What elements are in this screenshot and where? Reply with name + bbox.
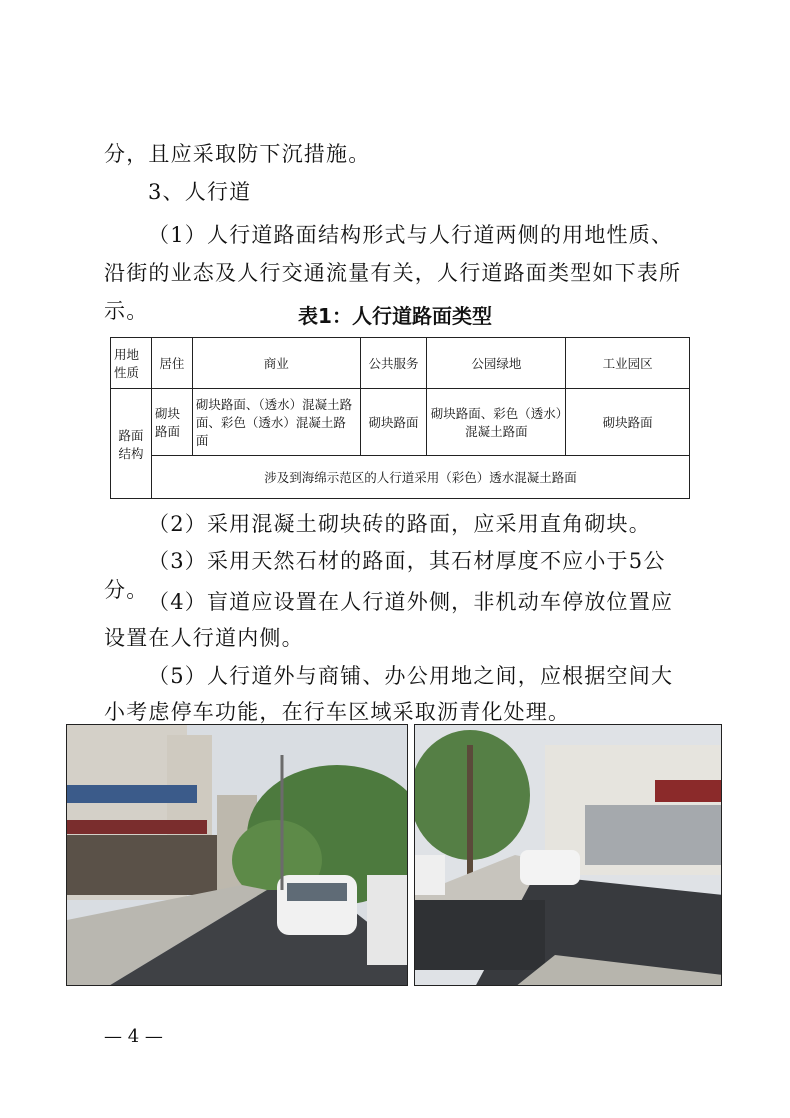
cell-industrial: 砌块路面 xyxy=(566,389,690,456)
cell-commercial: 砌块路面、（透水）混凝土路面、彩色（透水）混凝土路面 xyxy=(192,389,360,456)
pavement-type-table xyxy=(110,337,690,499)
col-header-residential: 居住 xyxy=(151,338,192,389)
street-photo-right xyxy=(414,724,722,986)
cell-residential: 砌块路面 xyxy=(151,389,192,456)
cell-park-green: 砌块路面、彩色（透水）混凝土路面 xyxy=(427,389,566,456)
paragraph-3: （3）采用天然石材的路面，其石材厚度不应小于5公分。 xyxy=(104,549,666,602)
row-header-pavement-structure: 路面结构 xyxy=(111,389,152,499)
table-title: 表1：人行道路面类型 xyxy=(298,304,492,328)
paragraph-continuation: 分，且应采取防下沉措施。 xyxy=(104,142,371,166)
table-note: 涉及到海绵示范区的人行道采用（彩色）透水混凝土路面 xyxy=(151,456,689,499)
col-header-park-green: 公园绿地 xyxy=(427,338,566,389)
paragraph-4: （4）盲道应设置在人行道外侧，非机动车停放位置应设置在人行道内侧。 xyxy=(104,590,674,650)
street-photo-left xyxy=(66,724,408,986)
paragraph-1: （1）人行道路面结构形式与人行道两侧的用地性质、沿街的业态及人行交通流量有关，人行道路面类型如下表所示。 xyxy=(104,223,682,323)
col-header-commercial: 商业 xyxy=(192,338,360,389)
page-number: — 4 — xyxy=(104,1026,163,1047)
paragraph-5: （5）人行道外与商铺、办公用地之间，应根据空间大小考虑停车功能，在行车区域采取沥青化处理。 xyxy=(104,664,674,724)
cell-public-service: 砌块路面 xyxy=(360,389,427,456)
section-heading: 3、人行道 xyxy=(148,180,252,204)
paragraph-2: （2）采用混凝土砌块砖的路面，应采用直角砌块。 xyxy=(148,512,651,536)
col-header-public-service: 公共服务 xyxy=(360,338,427,389)
col-header-industrial: 工业园区 xyxy=(566,338,690,389)
row-header-land-use: 用地性质 xyxy=(111,338,152,389)
